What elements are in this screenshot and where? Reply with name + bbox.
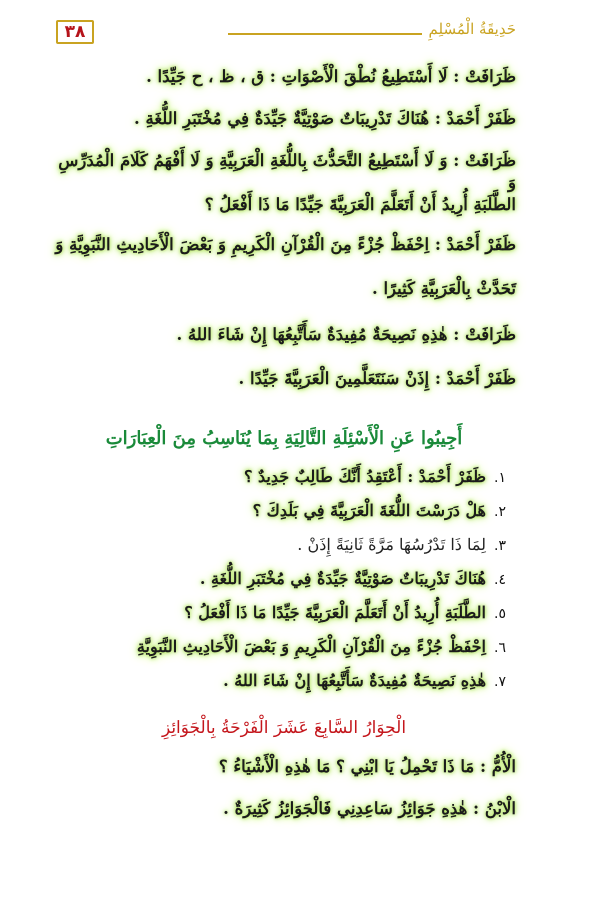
- exercise-item: [52, 670, 516, 704]
- dialogue-line: الطَّلَبَةِ أُرِيدُ أَنْ أَتَعَلَّمَ الْعَرَبِيَّةَ جَيِّدًا مَا ذَا أَفْعَلُ ؟: [204, 195, 516, 214]
- item-text: الطَّلَبَةِ أُرِيدُ أَنْ أَتَعَلَّمَ الْعَرَبِيَّةَ جَيِّدًا مَا ذَا أَفْعَلُ ؟: [184, 603, 486, 622]
- item-text: اِحْفَظْ جُزْءً مِنَ الْقُرْآنِ الْكَرِيمِ وَ بَعْضَ الْأَحَادِيثِ النَّبَوِيَّةِ: [136, 637, 486, 656]
- dialogue-line: الْأُمُّ : مَا ذَا تَحْمِلُ يَا ابْنِي ؟ مَا هٰذِهِ الْأَشْيَاءُ ؟: [218, 757, 516, 776]
- item-text: هٰذِهِ نَصِيحَةٌ مُفِيدَةٌ سَأَتَّبِعُهَا إِنْ شَاءَ اللهُ .: [223, 671, 486, 690]
- exercise-item: [52, 636, 516, 670]
- item-text: هَلْ دَرَسْتَ اللُّغَةَ الْعَرَبِيَّةَ فِي بَلَدِكَ ؟: [252, 501, 486, 520]
- section-title: الْحِوَارُ السَّابِعَ عَشَرَ الْفَرْحَةُ بِالْجَوَائِزِ: [161, 718, 407, 738]
- item-number: ٦.: [494, 640, 506, 656]
- exercise-item: [52, 568, 516, 602]
- dialogue-line: ظَرَافَتْ : وَ لَا أَسْتَطِيعُ التَّحَدُّثَ بِاللُّغَةِ الْعَرَبِيَّةِ وَ لَا أَفْهَمُ كَلَامَ الْمُدَرِّسِ وَ: [58, 151, 516, 192]
- book-title: حَدِيقَةُ الْمُسْلِمِ: [428, 20, 516, 38]
- dialogue-line: الْابْنُ : هٰذِهِ جَوَائِزُ سَاعِدِنِي فَالْجَوَائِزُ كَثِيرَةٌ .: [223, 799, 516, 818]
- item-text: ظَفَرْ أَحْمَدْ : أَعْتَقِدُ أَنَّكَ طَالِبٌ جَدِيدٌ ؟: [243, 467, 486, 486]
- page-number: ٣٨: [56, 20, 94, 44]
- exercise-item: [52, 534, 516, 568]
- item-number: ٧.: [494, 674, 506, 690]
- item-number: ٢.: [494, 504, 506, 520]
- item-number: ١.: [494, 470, 506, 486]
- dialogue-line: تَحَدَّثْ بِالْعَرَبِيَّةِ كَثِيرًا .: [371, 279, 516, 298]
- exercise-item: [52, 500, 516, 534]
- exercise-item: [52, 602, 516, 636]
- exercise-list: [52, 466, 516, 704]
- item-text: هُنَاكَ تَدْرِيبَاتٌ صَوْتِيَّةٌ جَيِّدَةٌ فِي مُخْتَبَرِ اللُّغَةِ .: [199, 569, 486, 588]
- item-number: ٤.: [494, 572, 506, 588]
- page-header: [0, 18, 596, 48]
- dialogue-line: ظَرَافَتْ : لَا أَسْتَطِيعُ نُطْقَ الْأَصْوَاتِ : ق ، ظ ، ح جَيِّدًا .: [146, 67, 516, 86]
- exercise-item: [52, 466, 516, 500]
- dialogue-line: ظَفَرْ أَحْمَدْ : اِحْفَظْ جُزْءً مِنَ الْقُرْآنِ الْكَرِيمِ وَ بَعْضَ الْأَحَادِيثِ النَّبَوِيَّةِ وَ: [55, 235, 516, 254]
- exercise-title: أَجِيبُوا عَنِ الْأَسْئِلَةِ التَّالِيَةِ بِمَا يُنَاسِبُ مِنَ الْعِبَارَاتِ: [105, 428, 463, 449]
- header-rule: [228, 33, 422, 35]
- dialogue-line: ظَفَرْ أَحْمَدْ : هُنَاكَ تَدْرِيبَاتٌ صَوْتِيَّةٌ جَيِّدَةٌ فِي مُخْتَبَرِ اللُّغَةِ .: [133, 109, 516, 128]
- item-text: لِمَا ذَا تَدْرُسُهَا مَرَّةً ثَانِيَةً إِذَنْ .: [297, 535, 486, 554]
- dialogue-line: ظَرَافَتْ : هٰذِهِ نَصِيحَةٌ مُفِيدَةٌ سَأَتَّبِعُهَا إِنْ شَاءَ اللهُ .: [176, 325, 516, 344]
- dialogue-line: ظَفَرْ أَحْمَدْ : إِذَنْ سَنَتَعَلَّمِينَ الْعَرَبِيَّةَ جَيِّدًا .: [238, 369, 516, 388]
- item-number: ٥.: [494, 606, 506, 622]
- item-number: ٣.: [494, 538, 506, 554]
